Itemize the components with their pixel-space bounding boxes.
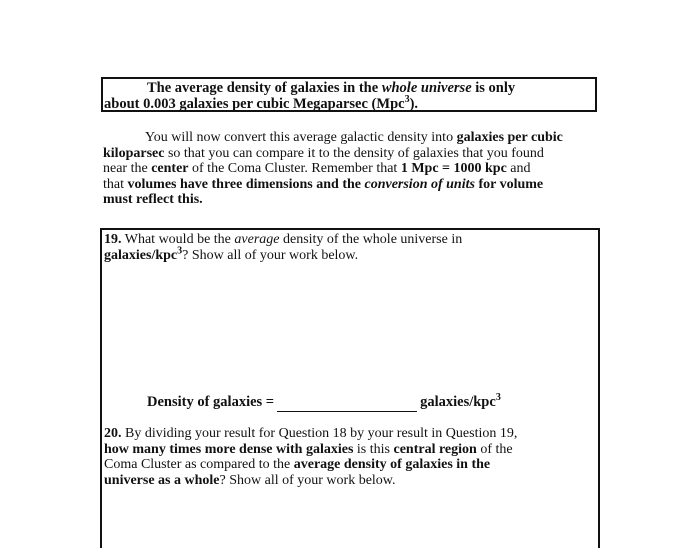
q-text: ? Show all of your work below. — [219, 472, 396, 488]
density-label: Density of galaxies = — [147, 394, 275, 410]
q-text: What would be the — [121, 232, 235, 247]
q20-line-2 — [104, 442, 517, 458]
para-bold: volumes have three dimensions and the — [127, 176, 365, 192]
para-text: that — [103, 176, 128, 192]
density-unit: galaxies/kpc — [420, 394, 496, 410]
para-line — [103, 177, 623, 193]
q-text: of the — [476, 441, 513, 457]
para-text: so that you can compare it to the density of galaxies that you found — [164, 145, 544, 161]
para-bold: center — [151, 161, 189, 177]
question-number: 20. — [104, 426, 122, 441]
instructions-paragraph — [103, 130, 623, 208]
para-text: You will now convert this average galactic density into — [145, 130, 457, 145]
para-line — [103, 192, 623, 208]
q20-line-4 — [104, 473, 517, 489]
para-text: near the — [103, 161, 152, 177]
intro-box — [101, 77, 597, 112]
answer-blank[interactable] — [277, 394, 417, 412]
para-line — [103, 146, 623, 162]
superscript: 3 — [495, 392, 501, 404]
q-bold: central region — [393, 441, 477, 457]
q-bold: how many times more dense with galaxies — [104, 441, 354, 457]
para-text: of the Coma Cluster. Remember that — [188, 161, 401, 177]
para-bold: for volume — [474, 176, 544, 192]
para-bold: 1 Mpc = 1000 kpc — [400, 161, 507, 177]
intro-text: about 0.003 galaxies per cubic Megaparsec (Mpc — [104, 96, 405, 112]
q-emphasis: average — [234, 232, 280, 247]
para-bold: galaxies per cubic — [456, 130, 563, 145]
q-bold: average density of galaxies in the — [293, 457, 491, 473]
para-text: and — [506, 161, 531, 177]
q-bold: universe as a whole — [104, 472, 220, 488]
intro-emphasis: whole universe — [381, 80, 472, 96]
question-20 — [104, 426, 517, 488]
para-bold: kiloparsec — [103, 145, 165, 161]
q20-line-1 — [104, 426, 517, 442]
q20-line-3 — [104, 457, 517, 473]
questions-box — [100, 228, 600, 548]
q-text: density of the whole universe in — [279, 232, 463, 247]
intro-text: is only — [471, 80, 516, 96]
q-text: Coma Cluster as compared to the — [104, 457, 294, 473]
intro-line-1 — [147, 80, 515, 96]
intro-text: The average density of galaxies in the — [147, 80, 382, 96]
superscript: 3 — [404, 94, 410, 106]
para-bold-italic: conversion of units — [364, 176, 475, 192]
q-text: ? Show all of your work below. — [182, 247, 359, 263]
intro-line-2 — [104, 96, 418, 112]
superscript: 3 — [177, 244, 183, 256]
q19-line-1 — [104, 232, 462, 248]
para-bold: must reflect this. — [103, 192, 203, 208]
para-line — [103, 130, 623, 146]
density-answer-line — [147, 394, 501, 412]
question-number: 19. — [104, 232, 122, 247]
q-text: is this — [353, 441, 394, 457]
q-bold: galaxies/kpc — [104, 247, 178, 263]
intro-text: ). — [409, 96, 419, 112]
para-line — [103, 161, 623, 177]
q-text: By dividing your result for Question 18 by your result in Question 19, — [121, 426, 518, 441]
q19-line-2 — [104, 244, 462, 264]
question-19 — [104, 232, 462, 263]
